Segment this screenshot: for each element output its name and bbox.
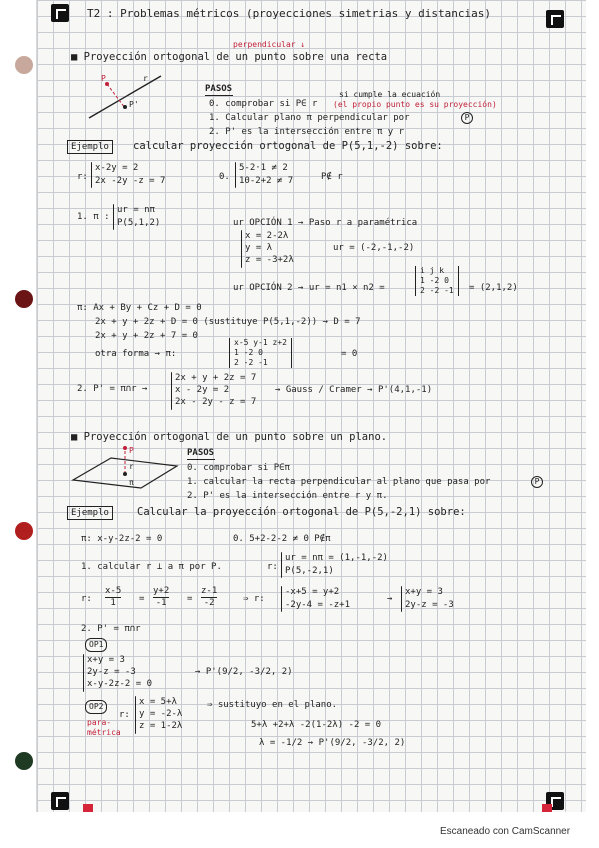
section1-step-0: 0. comprobar si P∈ r	[209, 99, 318, 109]
r-equation-2: 2x -2y -z = 7	[95, 176, 166, 186]
r-equation-1: x-2y = 2	[95, 163, 139, 173]
red-square-bottom-left-icon	[83, 804, 93, 812]
other-way-label: otra forma → π:	[95, 349, 177, 359]
fraction-3-denominator: -2	[203, 598, 215, 608]
alt-determinant-row-2: 1 -2 0	[234, 348, 263, 357]
pi-system-brace	[113, 204, 114, 230]
final-system-brace	[401, 586, 402, 612]
final-equation-2: 2y-z = -3	[405, 600, 454, 610]
intersection-result: → Gauss / Cramer → P'(4,1,-1)	[275, 385, 433, 395]
option1-text: ur OPCIÓN 1 → Paso r a paramétrica	[233, 218, 418, 228]
plane-final-equation: 2x + y + 2z + 7 = 0	[95, 331, 198, 341]
op1-equation-3: x-y-2z-2 = 0	[87, 679, 153, 689]
section2-heading: ■ Proyección ortogonal de un punto sobre un plano.	[71, 431, 388, 443]
section1-example-label: Ejemplo	[67, 140, 113, 154]
intersection-equation-1: 2x + y + 2z = 7	[175, 373, 257, 383]
continuous-r-label: r:	[81, 594, 92, 604]
intersection-label: 2. P' = π∩r →	[77, 384, 148, 394]
implies-r-label: ⇒ r:	[243, 594, 265, 604]
diagram2-r-label: r	[129, 462, 134, 471]
section1-step0-note-red: (el propio punto es su proyección)	[333, 100, 497, 109]
section2-plane-equation: π: x-y-2z-2 = 0	[81, 534, 163, 544]
scanner-footer: Escaneado con CamScanner	[440, 826, 571, 837]
section1-step-1: 1. Calcular plano π perpendicular por	[209, 113, 410, 123]
section1-step0-note: si cumple la ecuación	[339, 90, 441, 99]
check-equation-1: 5-2·1 ≠ 2	[239, 163, 288, 173]
op2-equation-1: x = 5+λ	[139, 697, 177, 707]
plane-projection-diagram	[71, 444, 181, 492]
fraction-2-denominator: -1	[155, 598, 167, 608]
equals-sign-2: =	[187, 594, 193, 604]
alternative-determinant	[229, 338, 292, 368]
pi-equation-2: P(5,1,2)	[117, 218, 161, 228]
op2-note: ⇒ sustituyo en el plano.	[207, 700, 338, 710]
determinant-row-2: 1 -2 0	[420, 276, 449, 285]
alt-determinant-row-1: x-5 y-1 z+2	[234, 338, 287, 347]
plane-general-equation: π: Ax + By + Cz + D = 0	[77, 303, 202, 313]
diagram1-r-label: r	[143, 74, 148, 83]
cross-product-determinant	[415, 266, 459, 296]
fraction-3-numerator: z-1	[201, 586, 218, 596]
red-square-bottom-right-icon	[542, 804, 552, 812]
section1-heading-text: Proyección ortogonal de un punto sobre una recta	[83, 51, 388, 63]
section1-example-text: calcular proyección ortogonal de P(5,1,-2) sobre:	[133, 140, 443, 152]
op2-system-brace	[135, 696, 136, 734]
fraction-2	[153, 586, 169, 609]
section2-intersection-label: 2. P' = π∩r	[81, 624, 141, 634]
corner-marker-top-left-icon	[51, 4, 69, 22]
op2-equation-2: y = -2-λ	[139, 709, 183, 719]
option2-text: ur OPCIÓN 2 → ur = n1 × n2 =	[233, 283, 385, 293]
notebook-page	[36, 0, 586, 812]
diagram2-p-label: P	[129, 446, 134, 455]
cross-product-result: = (2,1,2)	[469, 283, 518, 293]
steps2-title-underline	[187, 459, 215, 460]
diagram1-pprime-label: P'	[129, 100, 139, 109]
section2-step1-circled-p: P	[531, 476, 543, 488]
intersection-equation-3: 2x - 2y - z = 7	[175, 397, 257, 407]
section1-heading: ■ Proyección ortogonal de un punto sobre una recta	[71, 51, 388, 63]
fraction-1-numerator: x-5	[105, 586, 122, 596]
equals-sign-1: =	[139, 594, 145, 604]
param-equation-1: x = 2-2λ	[245, 231, 289, 241]
determinant-row-3: 2 -2 -1	[420, 286, 454, 295]
r-label: r:	[77, 172, 88, 182]
intersection-system-brace	[171, 372, 172, 410]
fraction-1-denominator: 1	[110, 598, 116, 608]
op2-label: OP2	[85, 700, 107, 714]
section2-heading-text: Proyección ortogonal de un punto sobre un plano.	[83, 431, 388, 443]
intersection-equation-2: x - 2y = 2	[175, 385, 230, 395]
op2-r-label: r:	[119, 710, 130, 720]
implies-equation-2: -2y-4 = -z+1	[285, 600, 351, 610]
implies-arrow: →	[387, 594, 393, 604]
param-equation-3: z = -3+2λ	[245, 255, 294, 265]
op1-result: → P'(9/2, -3/2, 2)	[195, 667, 293, 677]
corner-marker-top-right-icon	[546, 10, 564, 28]
op1-label: OP1	[85, 638, 107, 652]
param-equation-2: y = λ	[245, 243, 273, 253]
binder-hole-3	[15, 522, 33, 540]
section2-check: 0. 5+2-2-2 ≠ 0 P∉π	[233, 534, 331, 544]
binder-hole-1	[15, 56, 33, 74]
section2-example-label: Ejemplo	[67, 506, 113, 520]
op2-substitution: 5+λ +2+λ -2(1-2λ) -2 = 0	[251, 720, 382, 730]
page-title: T2 : Problemas métricos (proyecciones simetrias y distancias)	[87, 7, 491, 20]
check-equation-2: 10-2+2 ≠ 7	[239, 176, 294, 186]
final-equation-1: x+y = 3	[405, 587, 443, 597]
section2-example-text: Calcular la proyección ortogonal de P(5,-2,1) sobre:	[137, 506, 466, 518]
section2-line-r: r:	[267, 562, 278, 572]
alt-determinant-row-3: 2 -2 -1	[234, 358, 268, 367]
left-margin	[0, 0, 36, 812]
section2-line-label: 1. calcular r ⊥ a π por P.	[81, 562, 222, 572]
op2-result: λ = -1/2 → P'(9/2, -3/2, 2)	[259, 738, 406, 748]
op1-system-brace	[83, 654, 84, 692]
op2-equation-3: z = 1-2λ	[139, 721, 183, 731]
r-system-brace	[91, 162, 92, 188]
diagram1-p-label: P	[101, 74, 106, 83]
binder-hole-4	[15, 752, 33, 770]
implies-system-brace	[281, 586, 282, 612]
pi-equation-1: ur = nπ	[117, 205, 155, 215]
implies-equation-1: -x+5 = y+2	[285, 587, 340, 597]
section2-steps-title: PASOS	[187, 448, 215, 458]
check-system-brace	[235, 162, 236, 188]
determinant-row-1: i j k	[420, 266, 445, 275]
parametric-label: para-métrica	[87, 718, 121, 737]
perpendicular-annotation: perpendicular ↓	[233, 40, 306, 49]
section2-line-equation-2: P(5,-2,1)	[285, 566, 334, 576]
section2-step-2: 2. P' es la intersección entre r y π.	[187, 491, 388, 501]
section1-step1-circled-p: P	[461, 112, 473, 124]
pi-label: 1. π :	[77, 212, 110, 222]
section1-steps-title: PASOS	[205, 84, 233, 94]
section2-step-1: 1. calcular la recta perpendicular al plano que pasa por	[187, 477, 491, 487]
section2-line-brace	[281, 552, 282, 578]
alt-determinant-equals: = 0	[341, 349, 358, 359]
binder-hole-2	[15, 290, 33, 308]
op1-equation-2: 2y-z = -3	[87, 667, 136, 677]
ur-value: ur = (-2,-1,-2)	[333, 243, 415, 253]
section2-line-equation-1: ur = nπ = (1,-1,-2)	[285, 553, 388, 563]
plane-substitution: 2x + y + 2z + D = 0 (sustituye P(5,1,-2)) → D = 7	[95, 317, 361, 327]
line-projection-diagram	[85, 66, 167, 122]
steps-title-underline	[205, 95, 233, 96]
op1-equation-1: x+y = 3	[87, 655, 125, 665]
section2-step-0: 0. comprobar si P∈π	[187, 463, 290, 473]
check-result: P∉ r	[321, 172, 343, 182]
fraction-1	[105, 586, 121, 609]
check-label: 0.	[219, 172, 230, 182]
fraction-2-numerator: y+2	[153, 586, 170, 596]
section1-step-2: 2. P' es la intersección entre π y r	[209, 127, 405, 137]
diagram2-pi-label: π	[129, 478, 134, 487]
param-system-brace	[241, 230, 242, 268]
fraction-3	[201, 586, 217, 609]
corner-marker-bottom-left-icon	[51, 792, 69, 810]
